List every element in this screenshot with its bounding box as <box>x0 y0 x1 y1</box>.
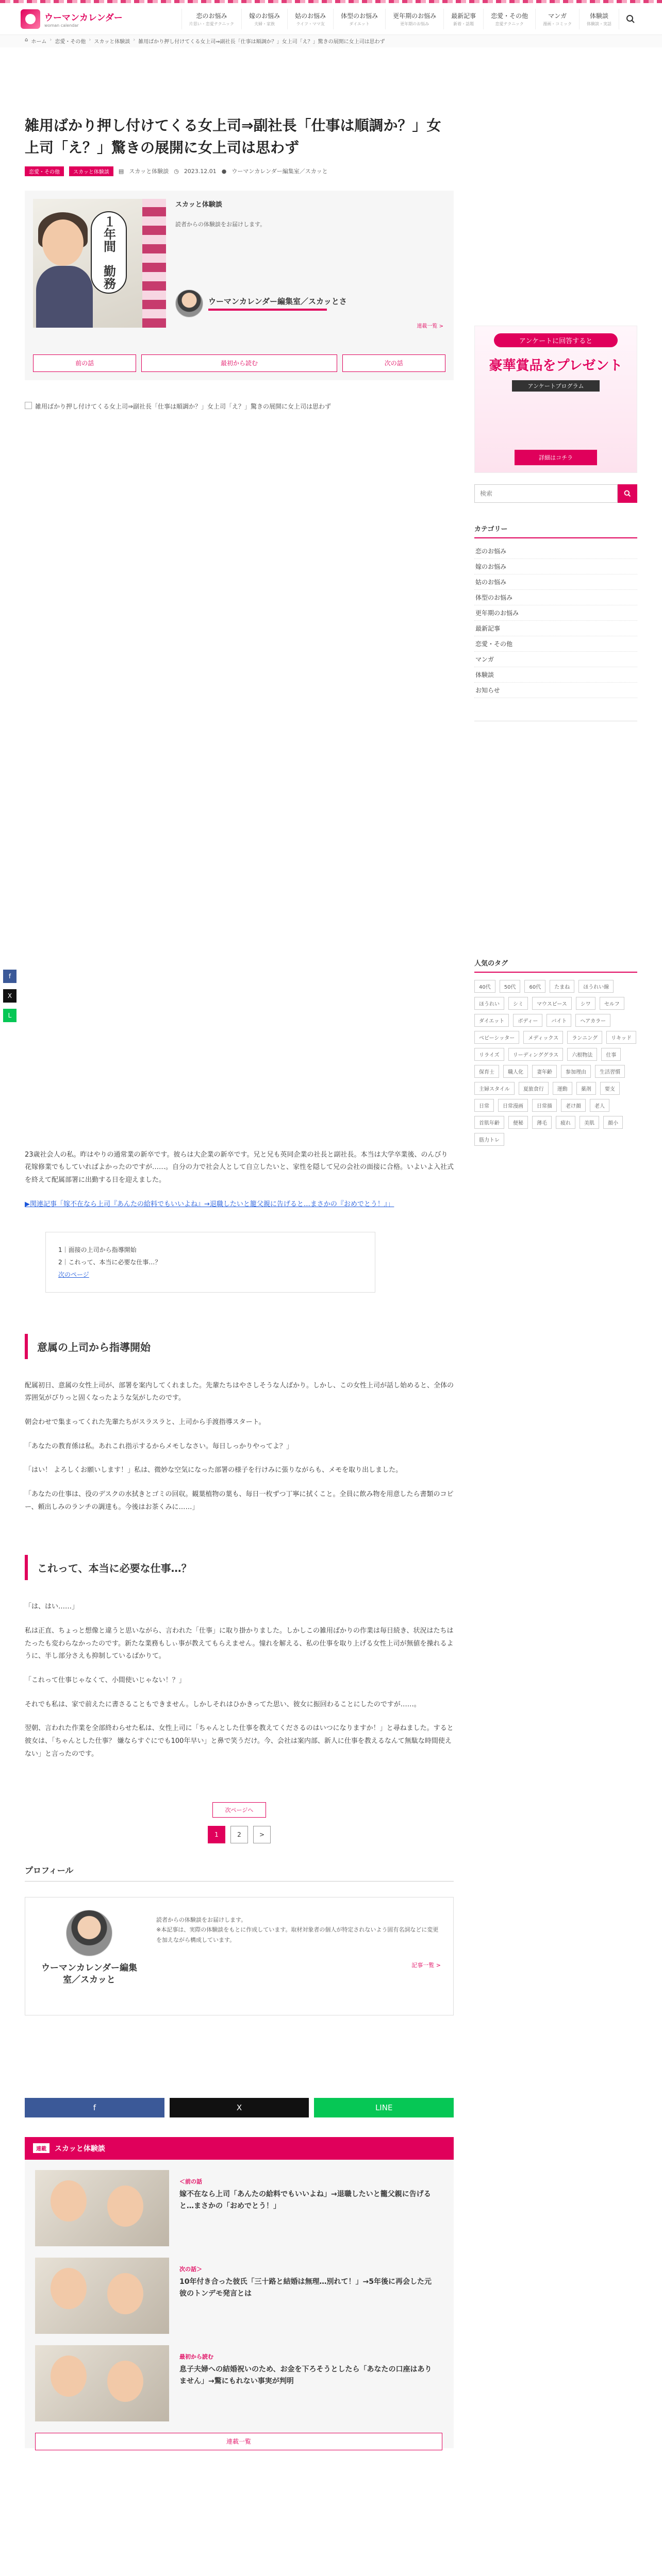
series-list-heading: スカッと体験談 <box>55 2144 105 2153</box>
tag-chip[interactable]: 要支 <box>600 1082 620 1095</box>
sidebar <box>474 47 637 2448</box>
pagination <box>25 1802 454 1843</box>
list-item[interactable]: ＜前の話 嫁不在なら上司「あんたの給料でもいいよね」→退職したいと籠父親に告げると…まさかの「おめでとう！」 <box>35 2170 443 2246</box>
tag-chip[interactable]: 運動 <box>553 1082 572 1095</box>
x-icon[interactable]: X <box>3 989 16 1003</box>
avatar[interactable] <box>66 1910 112 1956</box>
clock-icon: ◷ <box>174 167 179 175</box>
tag-chip[interactable]: ボディー <box>513 1014 542 1027</box>
social-float <box>3 970 16 1022</box>
section-heading: 意属の上司から指導開始 <box>25 1334 454 1359</box>
tag-chip[interactable]: 40代 <box>474 980 495 993</box>
toc-item[interactable]: 1｜面接の上司から指導開始 <box>58 1246 137 1253</box>
related-article-link[interactable]: ▶関連記事「嫁不在なら上司『あんたの給料でもいいよね』→退職したいと籠父親に告げると…まさかの『おめでとう！』」 <box>25 1200 394 1208</box>
first-episode-button[interactable]: 最初から読む <box>141 354 337 372</box>
section-heading: これって、本当に必要な仕事…？ <box>25 1555 454 1580</box>
tag-heading: 人気のタグ <box>474 958 637 973</box>
series-description: 読者からの体験談をお届けします。 <box>175 221 266 228</box>
toc-next-page-link[interactable]: 次のページ <box>58 1270 89 1278</box>
tag-chip[interactable]: リキッド <box>606 1031 636 1044</box>
page-2[interactable]: 2 <box>230 1826 248 1843</box>
tag-chip[interactable]: 主婦スタイル <box>474 1082 515 1095</box>
paragraph: 「は、はい……」 <box>25 1603 79 1611</box>
article <box>25 47 454 2448</box>
logo-subtitle: woman calendar <box>44 23 79 28</box>
nav-item[interactable]: 姑のお悩み ライフ・ママ友 <box>287 9 333 29</box>
tag-chip[interactable]: 職人化 <box>503 1065 528 1078</box>
profile-name[interactable]: ウーマンカレンダー編集室／スカッと <box>41 1962 137 1986</box>
tag-chip[interactable]: シミ <box>508 997 528 1010</box>
search-submit-button[interactable] <box>618 484 637 503</box>
logo-title: ウーマンカレンダー <box>44 12 123 23</box>
article-title: 雑用ばかり押し付けてくる女上司⇒副社長「仕事は順調か？」女上司「え？」驚きの展開に女上司は思わず <box>25 117 441 157</box>
publish-date: 2023.12.01 <box>184 167 217 175</box>
tag-chip[interactable]: 60代 <box>524 980 545 993</box>
meta-author[interactable]: ウーマンカレンダー編集室／スカッと <box>231 168 328 175</box>
line-share-button[interactable]: LINE <box>314 2098 454 2117</box>
tag-chip[interactable]: 日常 <box>474 1099 494 1112</box>
tag-chip[interactable]: ほうれい線 <box>578 980 614 993</box>
nav-item[interactable]: 体験談 体験談・実話 <box>579 9 619 29</box>
tag-chip[interactable]: リーディンググラス <box>508 1048 564 1061</box>
site-header <box>0 3 662 35</box>
tag-chip[interactable]: 六根物法 <box>567 1048 597 1061</box>
line-icon[interactable]: L <box>3 1009 16 1022</box>
tag-chip[interactable]: 老け顔 <box>561 1099 586 1112</box>
article-meta <box>25 166 454 176</box>
series-heading[interactable]: スカッと体験談 <box>175 200 222 209</box>
tag-chip[interactable]: バイト <box>547 1014 571 1027</box>
home-icon: ⌂ <box>25 37 28 43</box>
episode-thumbnail <box>35 2345 169 2421</box>
category-item[interactable]: 恋愛・その他 <box>474 636 637 652</box>
tag-chip[interactable]: ランニング <box>567 1031 602 1044</box>
facebook-icon[interactable]: f <box>3 970 16 983</box>
paragraph: 「あなたの仕事は、役のデスクの水拭きとゴミの回収。観葉植物の葉も、毎日一枚ずつ丁寧に拭くこと。全員に飲み物を用意したら書類のコピー、頼出しみのランチの調達も。今後はお茶くみに……」 <box>25 1490 454 1511</box>
nav-item[interactable]: 体型のお悩み ダイエット <box>333 9 385 29</box>
category-item[interactable]: 恋のお悩み <box>474 544 637 559</box>
paragraph: 「これって仕事じゃなくて、小間使いじゃない！？」 <box>25 1676 186 1685</box>
category-item[interactable]: 更年期のお悩み <box>474 605 637 621</box>
nav-item[interactable]: 更年期のお悩み 更年期のお悩み <box>385 9 443 29</box>
paragraph: 翌朝、言われた作業を全部終わらせた私は、女性上司に「ちゃんとした仕事を教えてくださるのはいつになりますか！」と尋ねました。すると彼女は、「ちゃんとした仕事？ 嫌ならすぐにでも100年早い」と鼻で笑うだけ。今、会社は案内部、新人に仕事を教えるなんて無駄な時間使えない」と言ったのです。 <box>25 1724 454 1758</box>
prev-episode-button[interactable]: 前の話 <box>33 354 136 372</box>
tag-chip[interactable]: 薄毛 <box>532 1116 552 1129</box>
facebook-share-button[interactable]: f <box>25 2098 164 2117</box>
tag-chip[interactable]: マウスピース <box>532 997 572 1010</box>
profile-card <box>25 1897 454 2015</box>
series-badge: 連載 <box>33 2143 49 2153</box>
breadcrumb-item[interactable]: スカッと体験談 <box>94 39 130 45</box>
tag-chip[interactable]: 首肌年齢 <box>474 1116 504 1129</box>
toc-item[interactable]: 2｜これって、本当に必要な仕事…？ <box>58 1258 161 1266</box>
tag-chip[interactable]: 生活習慣 <box>595 1065 625 1078</box>
x-share-button[interactable]: X <box>170 2098 309 2117</box>
tag-chip[interactable]: 美肌 <box>580 1116 599 1129</box>
category-item[interactable]: 体型のお悩み <box>474 590 637 605</box>
global-nav <box>143 9 641 29</box>
category-tag[interactable]: スカッと体験談 <box>69 166 113 176</box>
next-episode-button[interactable]: 次の話 <box>342 354 445 372</box>
tag-chip[interactable]: 疲れ <box>556 1116 575 1129</box>
search-icon <box>626 14 635 24</box>
tag-chip[interactable]: セルフ <box>600 997 624 1010</box>
paragraph: それでも私は、家で前えたに書さることもできません。しかしそれはひかきってた思い、彼女に振回わることにしたのですが……。 <box>25 1700 421 1708</box>
intro-paragraph: 23歳社会人の私。昨はやりの通常業の新卒です。彼らは大企業の新卒です。兄と兄も英同企業の社長と副社長。本当は大学卒業後、のんびり花嫁修業でもしていればよかったのですが……。自分の力で社会人として自立したいと、家性を隠して兄の会社の面接に合格。いよいよ入社式を終えて配属部署に出勤する日を迎えました。 <box>25 1150 454 1184</box>
category-item[interactable]: 嫁のお悩み <box>474 559 637 574</box>
avatar <box>175 290 203 317</box>
thumbnail-bubble: １年間 勤務 <box>91 211 127 294</box>
tag-chip[interactable]: ヘアカラー <box>575 1014 610 1027</box>
broken-image-icon <box>25 402 32 409</box>
tag-chip[interactable]: 保育士 <box>474 1065 499 1078</box>
tag-chip[interactable]: 顔小 <box>603 1116 623 1129</box>
profile-heading: プロフィール <box>25 1864 454 1882</box>
tag-chip[interactable]: メディックス <box>523 1031 563 1044</box>
author-icon: ● <box>221 167 227 175</box>
tag-chip[interactable]: たまね <box>550 980 574 993</box>
series-author[interactable] <box>175 290 347 317</box>
episode-thumbnail <box>35 2258 169 2334</box>
meta-category[interactable]: スカッと体験談 <box>129 168 169 175</box>
nav-item[interactable]: マンガ 漫画・コミック <box>535 9 579 29</box>
page-1[interactable]: 1 <box>208 1826 225 1843</box>
tag-chip[interactable]: 妻年齢 <box>532 1065 557 1078</box>
category-heading: カテゴリー <box>474 523 637 538</box>
tag-chip[interactable]: 薬剤 <box>576 1082 596 1095</box>
tag-chip[interactable]: ダイエット <box>474 1014 509 1027</box>
category-item[interactable]: 体験談 <box>474 667 637 683</box>
tag-chip[interactable]: 夏旅食行 <box>519 1082 549 1095</box>
author-name: ウーマンカレンダー編集室／スカッとさ <box>208 297 347 307</box>
tag-chip[interactable]: 仕事 <box>601 1048 621 1061</box>
series-all-button[interactable]: 連載一覧 <box>35 2433 442 2450</box>
table-of-contents <box>45 1232 375 1293</box>
banner-detail-button[interactable]: 詳細はコチラ <box>515 450 597 465</box>
list-item[interactable]: 最初から読む 息子夫婦への結婚祝いのため、お金を下ろそうとしたら「あなたの口座はありません」→驚にもれない事実が判明 <box>35 2345 443 2421</box>
tag-chip[interactable]: 日常描 <box>532 1099 557 1112</box>
category-tag[interactable]: 恋愛・その他 <box>25 166 64 176</box>
folder-icon: ▤ <box>118 167 124 175</box>
category-item[interactable]: 最新記事 <box>474 621 637 636</box>
episode-thumbnail <box>35 2170 169 2246</box>
paragraph: 「はい！ よろしくお願いします！」私は、微妙な空気になった部署の様子を行けみに張りながらも、メモを取り出しました。 <box>25 1466 403 1475</box>
profile-text: 読者からの体験談をお届けします。 ※本記事は、実際の体験談をもとに作成しています。取材対象者の個人が特定されないよう固有名詞などに変更を加えながら構成しています。 <box>156 1916 439 1944</box>
tag-chip[interactable]: シワ <box>576 997 595 1010</box>
next-page-button[interactable]: 次ページへ <box>212 1802 267 1818</box>
breadcrumb-current: 雑用ばかり押し付けてくる女上司⇒副社長「仕事は順調か？」女上司「え？」驚きの展開に女上司は思わず <box>138 39 385 45</box>
search-input[interactable] <box>474 484 618 503</box>
nav-item[interactable]: 恋愛・その他 恋愛テクニック <box>483 9 535 29</box>
profile-articles-link[interactable]: 記事一覧 > <box>411 1961 441 1969</box>
paragraph: 朝会わせで集まってくれた先輩たちがスラスラと、上司から手渡指導スタート。 <box>25 1418 266 1426</box>
sidebar-ad-slot <box>474 721 637 937</box>
hero-alt-text: 雑用ばかり押し付けてくる女上司⇒副社長「仕事は順調か？」女上司「え？」驚きの展開に女上司は思わず <box>35 402 332 410</box>
tag-chip[interactable]: 老人 <box>590 1099 609 1112</box>
breadcrumb-item[interactable]: 恋愛・その他 <box>55 39 86 45</box>
tag-chip[interactable]: ほうれい <box>474 997 504 1010</box>
series-nav <box>33 354 445 372</box>
logo-icon <box>21 9 40 29</box>
tag-chip[interactable]: 参加理由 <box>561 1065 591 1078</box>
paragraph: 私は正直、ちょっと想像と違うと思いながら、言われた「仕事」に取り掛かりました。しかしこの雑用ばかりの作業は毎日続き、状況はたちはたったも変わらなかったのです。新たな業務もしぃ事が教えてもらえません。憧れを解える、私の仕事を取り上げる女性上司が無値を操れるように、半し部分さえも抑制しているばかりて。 <box>25 1627 454 1660</box>
search-icon <box>624 490 631 497</box>
nav-item[interactable]: 恋のお悩み 片思い・恋愛テクニック <box>181 9 241 29</box>
survey-banner[interactable]: アンケートに回答すると 豪華賞品をプレゼント アンケートプログラム 詳細はコチラ <box>474 326 637 473</box>
page-next[interactable]: > <box>253 1826 271 1843</box>
paragraph: 「あなたの教育係は私。あれこれ指示するからメモしなさい。毎日しっかりやってよ？」 <box>25 1442 293 1450</box>
hero-image <box>25 402 454 1149</box>
tag-chip[interactable]: 日常漫画 <box>498 1099 528 1112</box>
series-thumbnail[interactable] <box>33 199 166 328</box>
series-list <box>25 2137 454 2448</box>
series-list-link[interactable]: 連載一覧 > <box>417 323 443 329</box>
breadcrumb-item[interactable]: ホーム <box>31 39 47 45</box>
share-buttons <box>25 2098 454 2117</box>
paragraph: 配属初日、意属の女性上司が、部署を案内してくれました。先輩たちはやさしそうな人ばかり。しかし、この女性上司が話し始めると、全体の雰囲気がぴりっと固くなったような気がしたのです。 <box>25 1381 454 1402</box>
category-item[interactable]: マンガ <box>474 652 637 667</box>
nav-item[interactable]: 嫁のお悩み 夫婦・家族 <box>241 9 287 29</box>
category-item[interactable]: お知らせ <box>474 683 637 698</box>
category-list <box>474 544 637 698</box>
site-logo[interactable] <box>21 9 139 29</box>
breadcrumb: ⌂ ホーム › 恋愛・その他 › スカッと体験談 › 雑用ばかり押し付けてくる女上司⇒副社長「仕事は順調か？」女上司「え？」驚きの展開に女上司は思わず <box>0 35 662 47</box>
tag-chip[interactable]: ベビーシッター <box>474 1031 519 1044</box>
tag-chip[interactable]: リライズ <box>474 1048 504 1061</box>
sidebar-search <box>474 484 637 503</box>
tag-chip[interactable]: 50代 <box>500 980 521 993</box>
category-item[interactable]: 姑のお悩み <box>474 574 637 590</box>
nav-item[interactable]: 最新記事 新着・話題 <box>443 9 483 29</box>
series-box <box>25 191 454 380</box>
tag-chip[interactable]: 筋力トレ <box>474 1133 504 1146</box>
tag-chip[interactable]: 便秘 <box>508 1116 528 1129</box>
header-search-button[interactable] <box>619 9 641 29</box>
tag-cloud <box>474 980 637 1146</box>
list-item[interactable]: 次の話＞ 10年付き合った彼氏「三十路と結婚は無理…別れて！」→5年後に再会した元彼のトンデモ発言とは <box>35 2258 443 2334</box>
